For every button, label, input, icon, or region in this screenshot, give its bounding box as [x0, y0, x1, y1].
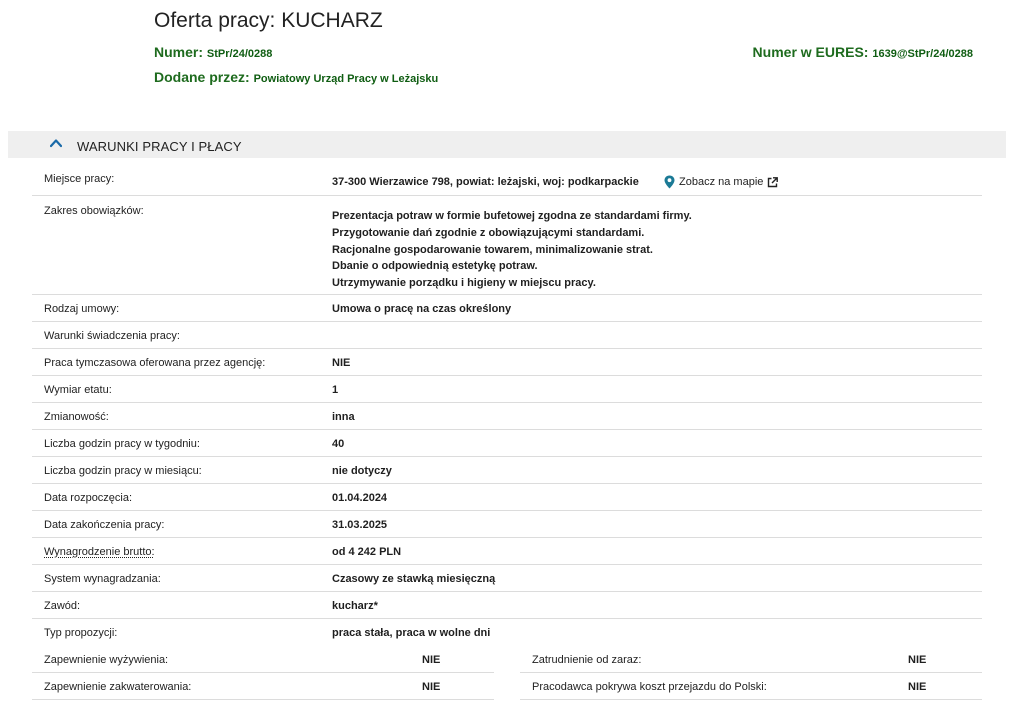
row-duties [32, 196, 982, 295]
chevron-up-icon[interactable] [50, 137, 62, 149]
row-offer-type [32, 619, 982, 646]
duty-line: Racjonalne gospodarowanie towarem, minimalizowanie strat. [332, 243, 653, 256]
row-label: Warunki świadczenia pracy: [44, 330, 180, 342]
eures-number-value: 1639@StPr/24/0288 [872, 48, 973, 60]
row-gross-salary [32, 538, 982, 565]
map-pin-icon [664, 175, 675, 189]
row-contract-type [32, 295, 982, 322]
duty-line: Dbanie o odpowiednią estetykę potraw. [332, 260, 538, 273]
row-value: Czasowy ze stawką miesięczną [332, 573, 496, 585]
row-label: Wymiar etatu: [44, 384, 112, 396]
row-start-date [32, 484, 982, 511]
row-value: 31.03.2025 [332, 519, 388, 531]
row-value: NIE [422, 654, 441, 666]
row-shifts [32, 403, 982, 430]
duty-line: Przygotowanie dań zgodnie z obowiązującymi standardami. [332, 226, 645, 239]
row-value: Umowa o pracę na czas określony [332, 303, 512, 315]
eures-number [753, 44, 973, 60]
row-hours-month [32, 457, 982, 484]
row-value: kucharz* [332, 600, 378, 612]
external-link-icon [767, 177, 778, 188]
row-label: Data zakończenia pracy: [44, 519, 165, 531]
row-value: 37-300 Wierzawice 798, powiat: leżajski, woj: podkarpackie [332, 176, 639, 188]
row-label: Miejsce pracy: [44, 173, 115, 185]
row-end-date [32, 511, 982, 538]
divider [32, 699, 494, 700]
split-left [32, 646, 494, 700]
row-label: Typ propozycji: [44, 627, 118, 639]
row-work-conditions [32, 322, 982, 349]
added-by [154, 69, 438, 85]
row-label: Data rozpoczęcia: [44, 492, 133, 504]
row-value: nie dotyczy [332, 465, 392, 477]
row-value: 01.04.2024 [332, 492, 388, 504]
duty-line: Prezentacja potraw w formie bufetowej zgodna ze standardami firmy. [332, 210, 692, 222]
split-rows [32, 646, 982, 700]
row-hours-week [32, 430, 982, 457]
divider [520, 699, 982, 700]
added-by-value: Powiatowy Urząd Pracy w Leżajsku [253, 73, 439, 85]
offer-number-label: Numer: [154, 44, 204, 60]
row-label: System wynagradzania: [44, 573, 161, 585]
duty-line: Utrzymywanie porządku i higieny w miejscu pracy. [332, 277, 596, 290]
row-value: NIE [908, 681, 927, 693]
row-label: Liczba godzin pracy w tygodniu: [44, 438, 200, 450]
row-label: Zatrudnienie od zaraz: [532, 654, 642, 666]
row-location [32, 167, 982, 196]
row-value: NIE [332, 357, 351, 369]
row-label: Zmianowość: [44, 411, 109, 423]
row-label: Zapewnienie zakwaterowania: [44, 681, 192, 693]
row-job-size [32, 376, 982, 403]
row-value: inna [332, 411, 355, 423]
page-title: Oferta pracy: KUCHARZ [154, 9, 383, 32]
work-conditions-table [32, 167, 982, 700]
row-value: NIE [908, 654, 927, 666]
row-label: Liczba godzin pracy w miesiącu: [44, 465, 202, 477]
section-title: WARUNKI PRACY I PŁACY [77, 139, 242, 154]
row-pay-system [32, 565, 982, 592]
row-label: Rodzaj umowy: [44, 303, 120, 315]
row-label: Pracodawca pokrywa koszt przejazdu do Polski: [532, 681, 767, 693]
row-temporary-work [32, 349, 982, 376]
added-by-label: Dodane przez: [154, 69, 250, 85]
row-value: od 4 242 PLN [332, 546, 402, 558]
divider [520, 672, 982, 673]
row-label: Zapewnienie wyżywienia: [44, 654, 169, 666]
offer-number-value: StPr/24/0288 [206, 48, 273, 60]
gross-salary-tooltip-label[interactable]: Wynagrodzenie brutto: [44, 546, 155, 558]
row-value: 40 [332, 438, 345, 450]
section-header-work-conditions[interactable] [8, 131, 1006, 158]
offer-number [154, 44, 272, 60]
row-label: Praca tymczasowa oferowana przez agencję: [44, 357, 266, 369]
duties-list [332, 208, 692, 292]
row-value: 1 [332, 384, 339, 396]
eures-number-label: Numer w EURES: [752, 44, 869, 60]
row-occupation [32, 592, 982, 619]
row-value: praca stała, praca w wolne dni [332, 627, 491, 639]
row-value: NIE [422, 681, 441, 693]
split-right [520, 646, 982, 700]
row-label: Zawód: [44, 600, 81, 612]
show-on-map-label: Zobacz na mapie [679, 176, 764, 188]
show-on-map-link[interactable] [664, 175, 778, 189]
row-label: Zakres obowiązków: [44, 205, 144, 217]
divider [32, 672, 494, 673]
